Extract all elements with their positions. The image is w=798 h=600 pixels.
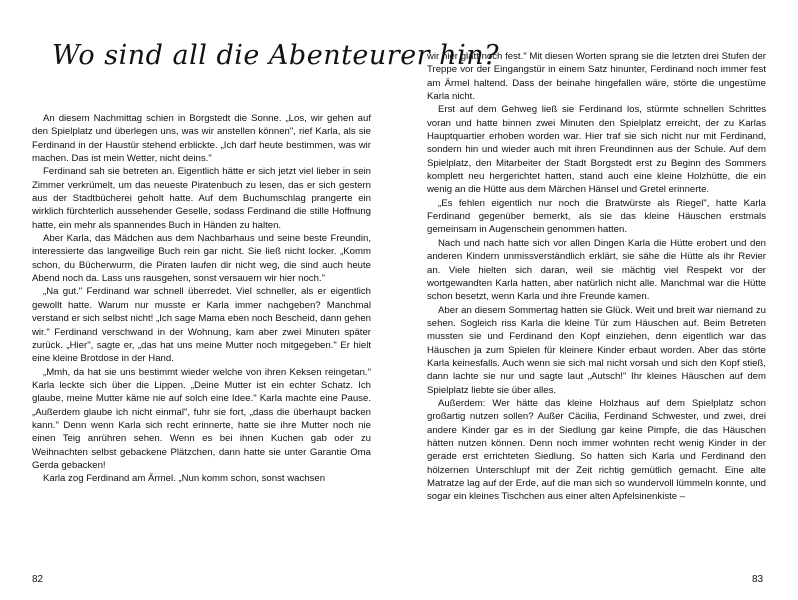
page-number-right: 83 — [752, 574, 764, 585]
paragraph: Ferdinand sah sie betreten an. Eigentlich hätte er sich jetzt viel lieber in sein Zimmer verkrümelt, um das neueste Piratenbuch zu lesen, das er sich gestern aus der Stadtbücherei geholt hatte. Auf dem Buchumschlag prangerte ein wirklich fürchterlich aussehender Geselle, sodass Ferdinand die stille Hoffnung hatte, ein mehr als spannendes Buch in Händen zu halten. — [32, 166, 371, 231]
right-page — [399, 0, 798, 600]
paragraph: „Mmh, da hat sie uns bestimmt wieder welche von ihren Keksen reingetan." Karla leckte sich über die Lippen. „Deine Mutter ist ein echter Schatz. Ich glaube, meine Mutter käme nie auf solch eine Idee." Karla machte eine Pause. „Außerdem glaube ich nicht einmal", fuhr sie fort, „dass die überhaupt backen kann." Denn wenn Karla sich recht erinnerte, hatte sie ihre Mutter noch nie einen Teig anrühren sehen. Wenn es bei ihnen Kuchen gab oder zu Weihnachten selbst gebackene Plätzchen, dann hatte sie unter Garantie Oma Gerda gebacken! — [32, 366, 371, 471]
page-number-left: 82 — [32, 574, 44, 585]
left-page-text — [32, 112, 371, 486]
paragraph: Außerdem: Wer hätte das kleine Holzhaus auf dem Spielplatz schon großartig nutzen sollen? Außer Cäcilia, Ferdinand Schwester, und zwei, drei andere Kinder gar es in der Siedlung gar keine Pimpfe, die das Häuschen hätten nutzen können. Denn noch immer wohnten recht wenig Kinder in der gerade erst errichteten Siedlung. So hatten sich Karla und Ferdinand den hölzernen Unterschlupf mit der Zeit richtig gemütlich gemacht. Eine alte Matratze lag auf der Erde, auf die man sich so wundervoll lümmeln konnte, und sogar ein kleines Tischchen aus einer alten Apfelsinenkiste – — [427, 397, 766, 503]
paragraph: Erst auf dem Gehweg ließ sie Ferdinand los, stürmte schnellen Schrittes voran und hatte binnen zwei Minuten den Spielplatz erreicht, der zu Karlas Hauptquartier erhoben worden war. Hier traf sie sich nicht nur mit Ferdinand, sondern hin und wieder auch mit ihren Freundinnen aus der Schule. Auf dem Spielplatz, den Mitarbeiter der Stadt Borgstedt erst zu Beginn des Sommers komplett neu hergerichtet hatten, stand auch eine kleine Holzhütte, die ein wenig an die Hütte aus dem Märchen Hänsel und Gretel erinnerte. — [427, 104, 766, 196]
paragraph: An diesem Nachmittag schien in Borgstedt die Sonne. „Los, wir gehen auf den Spielplatz und überlegen uns, was wir anstellen können", rief Karla, als sie Ferdinand in der Haustür stehend erblickte. „Ich darf heute bestimmen, was wir machen. Das ist mein Wetter, nicht deins." — [32, 113, 371, 165]
paragraph: „Es fehlen eigentlich nur noch die Bratwürste als Riegel", hatte Karla Ferdinand gegenüber bemerkt, als sie das kleine Häuschen erstmals gemeinsam in Augenschein genommen hatten. — [427, 197, 766, 236]
chapter-title: Wo sind all die Abenteurer hin? — [52, 40, 500, 71]
paragraph-continuation: wir hier glatt noch fest." Mit diesen Worten sprang sie die letzten drei Stufen der Treppe vor der Eingangstür in einem Satz hinunter, Ferdinand noch immer fest am Ärmel haltend. Dass der beinahe hingefallen wäre, störte die ungestüme Karla nicht. — [427, 51, 766, 103]
paragraph: Aber Karla, das Mädchen aus dem Nachbarhaus und seine beste Freundin, interessierte das langweilige Buch rein gar nicht. Sie ließ nicht locker. „Komm schon, du Bücherwurm, die Piraten laufen dir nicht weg, die sind auch heute Abend noch da. Lass uns rausgehen, sonst versauern wir hier noch." — [32, 233, 371, 285]
paragraph: Karla zog Ferdinand am Ärmel. „Nun komm schon, sonst wachsen — [43, 473, 326, 485]
paragraph: „Na gut." Ferdinand war schnell überredet. Viel schneller, als er eigentlich gewollt hatte. Warum nur musste er Karla immer nachgeben? Manchmal verstand er sich selbst nicht! „Ich sage Mama eben noch Bescheid, dann gehen wir." Ferdinand verschwand in der Wohnung, kam aber zwei Minuten später zurück. „Hier", sagte er, „das hat uns meine Mutter noch mitgegeben." Er hielt eine kleine Brotdose in der Hand. — [32, 286, 371, 365]
right-page-text — [427, 50, 766, 504]
paragraph: Nach und nach hatte sich vor allen Dingen Karla die Hütte erobert und den anderen Kindern unmissverständlich erklärt, sie sähe die Hütte als ihr Revier an. Viele hielten sich daran, weil sie mächtig viel Respekt vor der wortgewandten Karla hatten, aber natürlich nicht alle. Manchmal war die Hütte schon besetzt, wenn Karla und ihre Freunde kamen. — [427, 237, 766, 303]
paragraph: Aber an diesem Sommertag hatten sie Glück. Weit und breit war niemand zu sehen. Sogleich riss Karla die kleine Tür zum Häuschen auf. Beim Betreten mussten sie und Ferdinand den Kopf einziehen, denn eigentlich war das Häuschen ja zum Spielen für kleinere Kinder erbaut worden. Aber das störte Karla keinesfalls. Auch wenn sie sich mal nicht vorsah und sich den Kopf stieß, dann lachte sie nur und sagte laut „Autsch!" Ihr kleines Häuschen auf dem Spielplatz liebte sie über alles. — [427, 304, 766, 396]
